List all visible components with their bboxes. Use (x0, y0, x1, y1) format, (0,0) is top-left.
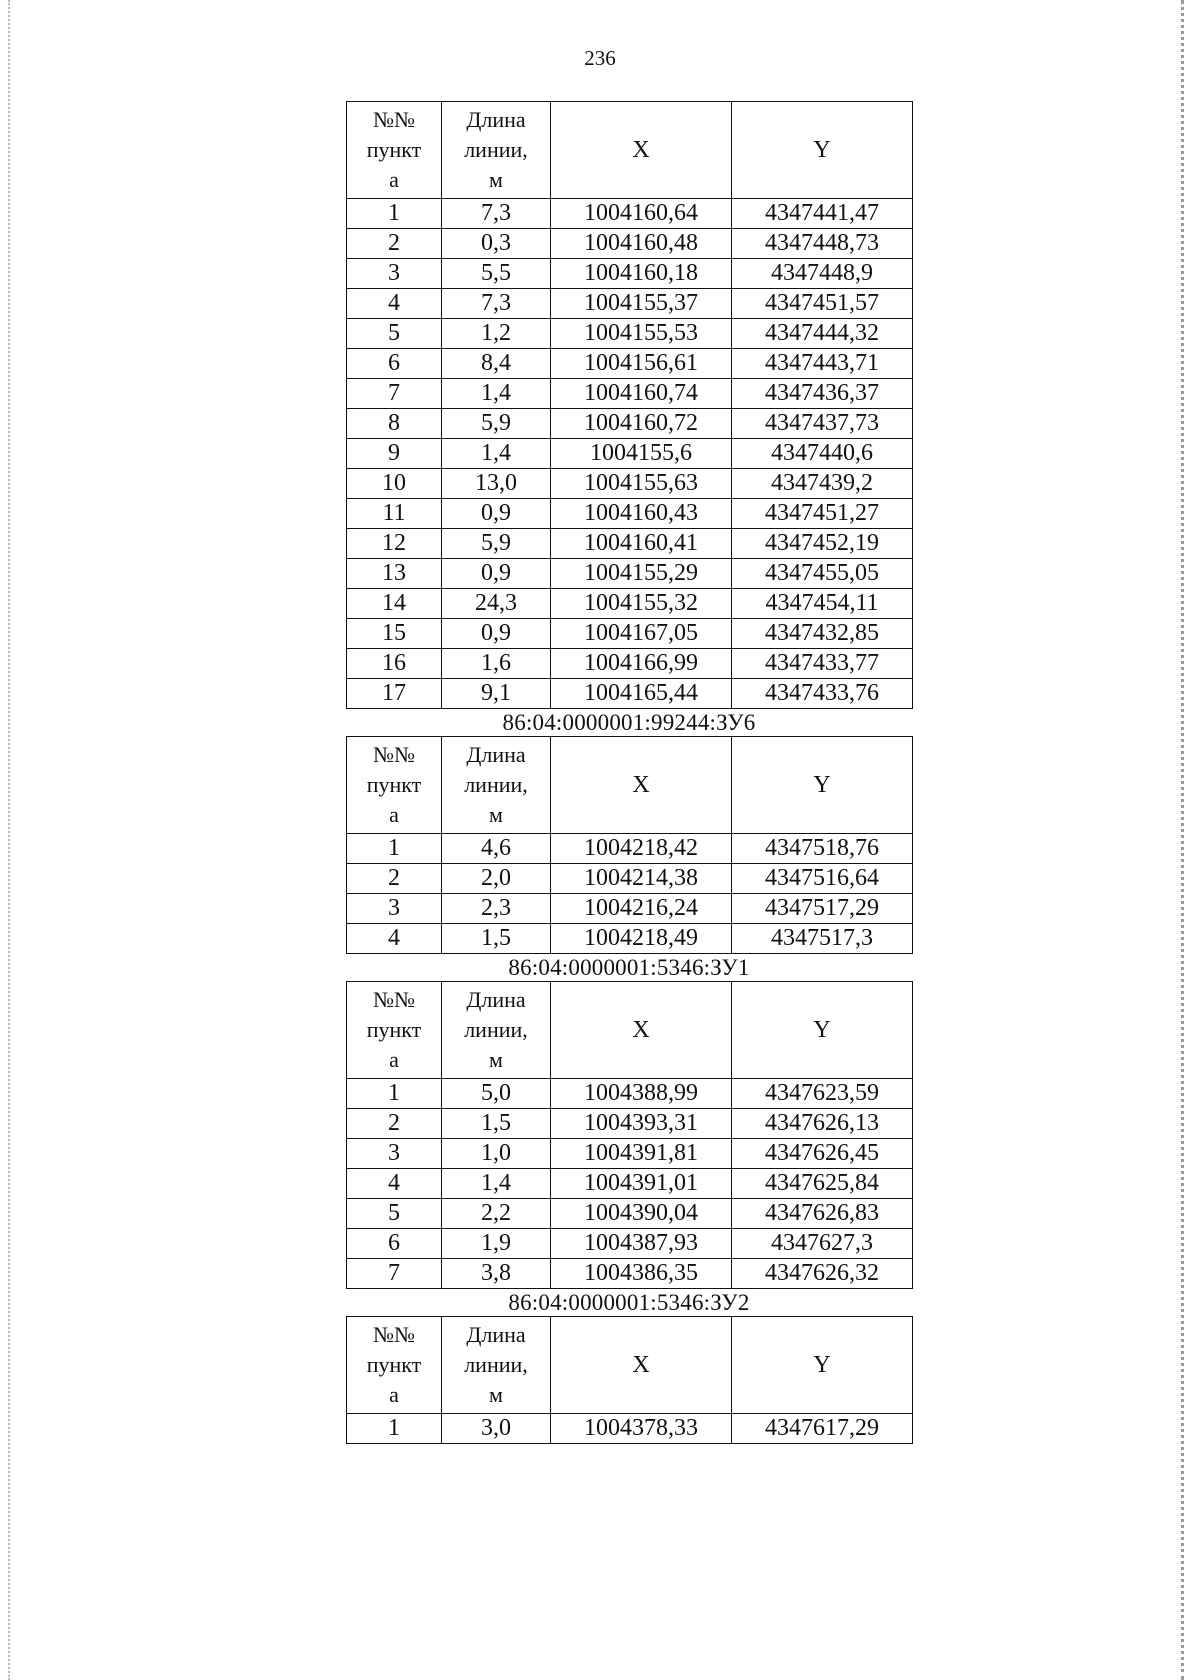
table-row (347, 1109, 913, 1139)
cell-x: 1004165,44 (551, 679, 732, 709)
cell-line-length: 3,0 (442, 1414, 551, 1444)
header-x: X (551, 737, 732, 834)
table-row (347, 1139, 913, 1169)
header-text-line: линии, (464, 1017, 528, 1042)
header-x: X (551, 102, 732, 199)
table-row (347, 1229, 913, 1259)
cell-y: 4347517,3 (732, 924, 913, 954)
coordinates-table (346, 736, 913, 954)
cell-point-number: 9 (347, 439, 442, 469)
cell-line-length: 8,4 (442, 349, 551, 379)
table-caption: 86:04:0000001:5346:ЗУ2 (508, 1290, 750, 1315)
cell-point-number: 8 (347, 409, 442, 439)
header-text-line: пункт (366, 1017, 422, 1042)
header-text-line: Длина (466, 987, 526, 1012)
cell-point-number: 4 (347, 924, 442, 954)
cell-point-number: 2 (347, 864, 442, 894)
cell-x: 1004160,72 (551, 409, 732, 439)
header-text-line: а (389, 802, 399, 827)
cell-line-length: 0,9 (442, 619, 551, 649)
table-row (347, 469, 913, 499)
cell-y: 4347454,11 (732, 589, 913, 619)
cell-line-length: 2,0 (442, 864, 551, 894)
cell-x: 1004391,01 (551, 1169, 732, 1199)
cell-line-length: 0,9 (442, 499, 551, 529)
header-text-line: №№ (373, 742, 415, 767)
table-row (347, 619, 913, 649)
header-text-line: пункт (366, 137, 422, 162)
header-y: Y (732, 1317, 913, 1414)
cell-point-number: 7 (347, 1259, 442, 1289)
cell-line-length: 1,4 (442, 439, 551, 469)
header-point-number (347, 982, 442, 1079)
table-row (347, 1079, 913, 1109)
cell-point-number: 15 (347, 619, 442, 649)
header-point-number (347, 1317, 442, 1414)
header-text-line: а (389, 1382, 399, 1407)
cell-point-number: 7 (347, 379, 442, 409)
cell-y: 4347627,3 (732, 1229, 913, 1259)
table-row (347, 679, 913, 709)
cell-line-length: 3,8 (442, 1259, 551, 1289)
cell-x: 1004388,99 (551, 1079, 732, 1109)
table-row (347, 924, 913, 954)
cell-y: 4347518,76 (732, 834, 913, 864)
cell-line-length: 2,3 (442, 894, 551, 924)
cell-line-length: 1,9 (442, 1229, 551, 1259)
table-row (347, 439, 913, 469)
header-y: Y (732, 737, 913, 834)
cell-line-length: 13,0 (442, 469, 551, 499)
cell-x: 1004390,04 (551, 1199, 732, 1229)
table-row (347, 379, 913, 409)
cell-y: 4347455,05 (732, 559, 913, 589)
header-line-length (442, 102, 551, 199)
cell-y: 4347623,59 (732, 1079, 913, 1109)
table-row (347, 894, 913, 924)
table-row (347, 229, 913, 259)
header-text-line: Длина (466, 1322, 526, 1347)
cell-y: 4347617,29 (732, 1414, 913, 1444)
header-text-line: линии, (464, 1352, 528, 1377)
header-text-line: м (489, 802, 503, 827)
cell-y: 4347436,37 (732, 379, 913, 409)
cell-x: 1004155,37 (551, 289, 732, 319)
cell-x: 1004160,74 (551, 379, 732, 409)
coordinates-table (346, 981, 913, 1289)
cell-y: 4347437,73 (732, 409, 913, 439)
page-number: 236 (584, 46, 616, 70)
table-row (347, 199, 913, 229)
table-caption: 86:04:0000001:5346:ЗУ1 (508, 955, 750, 980)
header-text-line: Длина (466, 742, 526, 767)
cell-x: 1004160,43 (551, 499, 732, 529)
cell-x: 1004155,53 (551, 319, 732, 349)
table-row (347, 589, 913, 619)
table-row (347, 1169, 913, 1199)
header-text-line: м (489, 167, 503, 192)
header-text-line: №№ (373, 1322, 415, 1347)
header-text-line: №№ (373, 107, 415, 132)
header-text-line: линии, (464, 772, 528, 797)
cell-x: 1004218,42 (551, 834, 732, 864)
cell-y: 4347444,32 (732, 319, 913, 349)
table-row (347, 319, 913, 349)
header-x: X (551, 1317, 732, 1414)
cell-x: 1004391,81 (551, 1139, 732, 1169)
header-text-line: №№ (373, 987, 415, 1012)
cell-point-number: 10 (347, 469, 442, 499)
cell-y: 4347625,84 (732, 1169, 913, 1199)
cell-point-number: 1 (347, 834, 442, 864)
cell-y: 4347448,9 (732, 259, 913, 289)
cell-point-number: 16 (347, 649, 442, 679)
cell-y: 4347439,2 (732, 469, 913, 499)
table-row (347, 499, 913, 529)
cell-point-number: 11 (347, 499, 442, 529)
cell-point-number: 13 (347, 559, 442, 589)
cell-point-number: 1 (347, 1079, 442, 1109)
cell-x: 1004155,32 (551, 589, 732, 619)
cell-x: 1004386,35 (551, 1259, 732, 1289)
cell-y: 4347626,45 (732, 1139, 913, 1169)
cell-point-number: 2 (347, 229, 442, 259)
table-row (347, 1199, 913, 1229)
table-row (347, 1414, 913, 1444)
cell-x: 1004156,61 (551, 349, 732, 379)
cell-x: 1004160,64 (551, 199, 732, 229)
cell-point-number: 5 (347, 1199, 442, 1229)
cell-line-length: 5,5 (442, 259, 551, 289)
cell-y: 4347452,19 (732, 529, 913, 559)
header-line-length (442, 982, 551, 1079)
table-header-row (347, 982, 913, 1079)
cell-y: 4347443,71 (732, 349, 913, 379)
cell-x: 1004214,38 (551, 864, 732, 894)
cell-line-length: 5,0 (442, 1079, 551, 1109)
cell-line-length: 7,3 (442, 289, 551, 319)
cell-point-number: 6 (347, 1229, 442, 1259)
table-row (347, 649, 913, 679)
cell-point-number: 3 (347, 1139, 442, 1169)
cell-x: 1004218,49 (551, 924, 732, 954)
cell-line-length: 1,6 (442, 649, 551, 679)
table-caption: 86:04:0000001:99244:ЗУ6 (502, 710, 756, 735)
cell-x: 1004160,41 (551, 529, 732, 559)
table-row (347, 559, 913, 589)
cell-x: 1004378,33 (551, 1414, 732, 1444)
cell-line-length: 5,9 (442, 409, 551, 439)
cell-x: 1004393,31 (551, 1109, 732, 1139)
cell-y: 4347451,57 (732, 289, 913, 319)
header-point-number (347, 102, 442, 199)
cell-point-number: 14 (347, 589, 442, 619)
header-text-line: Длина (466, 107, 526, 132)
table-row (347, 529, 913, 559)
cell-line-length: 0,3 (442, 229, 551, 259)
cell-point-number: 4 (347, 1169, 442, 1199)
cell-y: 4347626,83 (732, 1199, 913, 1229)
cell-line-length: 1,4 (442, 1169, 551, 1199)
cell-y: 4347433,76 (732, 679, 913, 709)
cell-x: 1004387,93 (551, 1229, 732, 1259)
header-point-number (347, 737, 442, 834)
cell-x: 1004167,05 (551, 619, 732, 649)
cell-line-length: 24,3 (442, 589, 551, 619)
cell-line-length: 4,6 (442, 834, 551, 864)
cell-line-length: 1,0 (442, 1139, 551, 1169)
cell-point-number: 3 (347, 259, 442, 289)
table-row (347, 259, 913, 289)
scan-edge-right (1178, 0, 1184, 1680)
cell-y: 4347432,85 (732, 619, 913, 649)
header-text-line: пункт (366, 1352, 422, 1377)
coordinates-table (346, 101, 913, 709)
cell-y: 4347441,47 (732, 199, 913, 229)
cell-point-number: 6 (347, 349, 442, 379)
header-x: X (551, 982, 732, 1079)
cell-point-number: 12 (347, 529, 442, 559)
cell-point-number: 1 (347, 199, 442, 229)
cell-y: 4347451,27 (732, 499, 913, 529)
cell-line-length: 2,2 (442, 1199, 551, 1229)
header-text-line: м (489, 1382, 503, 1407)
cell-x: 1004160,18 (551, 259, 732, 289)
cell-y: 4347517,29 (732, 894, 913, 924)
table-row (347, 409, 913, 439)
cell-x: 1004155,63 (551, 469, 732, 499)
header-y: Y (732, 102, 913, 199)
cell-line-length: 1,2 (442, 319, 551, 349)
cell-line-length: 0,9 (442, 559, 551, 589)
coordinates-table (346, 1316, 913, 1444)
cell-line-length: 9,1 (442, 679, 551, 709)
table-row (347, 1259, 913, 1289)
coordinates-content (346, 101, 912, 1444)
cell-y: 4347516,64 (732, 864, 913, 894)
cell-x: 1004160,48 (551, 229, 732, 259)
cell-point-number: 4 (347, 289, 442, 319)
cell-y: 4347626,32 (732, 1259, 913, 1289)
header-line-length (442, 737, 551, 834)
cell-point-number: 3 (347, 894, 442, 924)
scan-edge-left (8, 0, 12, 1680)
cell-x: 1004155,6 (551, 439, 732, 469)
header-text-line: пункт (366, 772, 422, 797)
table-header-row (347, 737, 913, 834)
table-header-row (347, 1317, 913, 1414)
cell-line-length: 5,9 (442, 529, 551, 559)
cell-line-length: 1,5 (442, 1109, 551, 1139)
table-row (347, 834, 913, 864)
cell-line-length: 1,4 (442, 379, 551, 409)
cell-point-number: 5 (347, 319, 442, 349)
cell-point-number: 1 (347, 1414, 442, 1444)
cell-point-number: 2 (347, 1109, 442, 1139)
header-text-line: м (489, 1047, 503, 1072)
cell-y: 4347448,73 (732, 229, 913, 259)
header-line-length (442, 1317, 551, 1414)
cell-line-length: 1,5 (442, 924, 551, 954)
header-text-line: а (389, 167, 399, 192)
cell-x: 1004166,99 (551, 649, 732, 679)
cell-y: 4347433,77 (732, 649, 913, 679)
cell-line-length: 7,3 (442, 199, 551, 229)
cell-x: 1004216,24 (551, 894, 732, 924)
cell-point-number: 17 (347, 679, 442, 709)
table-row (347, 289, 913, 319)
header-y: Y (732, 982, 913, 1079)
header-text-line: а (389, 1047, 399, 1072)
cell-y: 4347626,13 (732, 1109, 913, 1139)
header-text-line: линии, (464, 137, 528, 162)
table-row (347, 349, 913, 379)
table-header-row (347, 102, 913, 199)
cell-x: 1004155,29 (551, 559, 732, 589)
cell-y: 4347440,6 (732, 439, 913, 469)
table-row (347, 864, 913, 894)
